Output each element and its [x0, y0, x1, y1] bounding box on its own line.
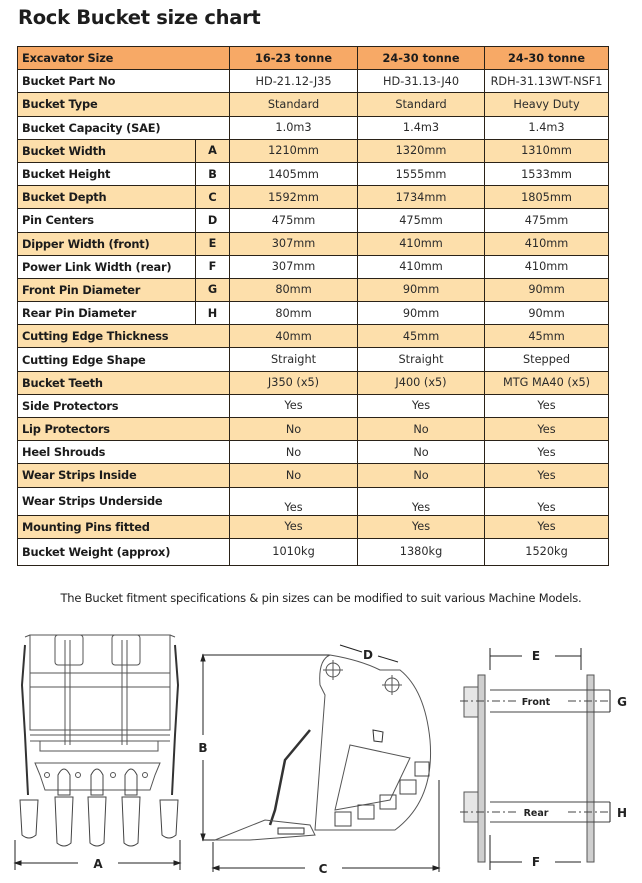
- dimension-letter: E: [196, 232, 230, 255]
- dimension-g-label: G: [617, 695, 627, 709]
- table-row: [18, 515, 609, 538]
- table-row: [18, 325, 609, 348]
- cell: 90mm: [358, 278, 485, 301]
- row-label: Side Protectors: [18, 394, 230, 417]
- front-pin-label: Front: [521, 697, 551, 708]
- cell: Yes: [358, 487, 485, 515]
- dimension-h-label: H: [616, 806, 628, 820]
- row-label: Bucket Part No: [18, 70, 230, 93]
- cell: 410mm: [485, 232, 609, 255]
- cell: 1.0m3: [230, 116, 358, 139]
- cell: 410mm: [358, 255, 485, 278]
- table-row: [18, 538, 609, 565]
- cell: Yes: [230, 487, 358, 515]
- table-row: [18, 93, 609, 116]
- row-label: Rear Pin Diameter: [18, 302, 196, 325]
- cell: Yes: [485, 394, 609, 417]
- cell: No: [230, 418, 358, 441]
- cell: No: [358, 464, 485, 487]
- header-col-1: 16-23 tonne: [230, 47, 358, 70]
- table-row: [18, 418, 609, 441]
- dimension-b-label: B: [198, 741, 208, 755]
- cell: 475mm: [358, 209, 485, 232]
- dimension-f-label: F: [531, 855, 541, 869]
- cell: 1734mm: [358, 186, 485, 209]
- cell: Standard: [230, 93, 358, 116]
- cell: No: [230, 464, 358, 487]
- table-row: [18, 255, 609, 278]
- row-label: Wear Strips Underside: [18, 487, 230, 515]
- row-label: Bucket Height: [18, 162, 196, 185]
- row-label: Bucket Capacity (SAE): [18, 116, 230, 139]
- table-row: [18, 487, 609, 515]
- row-label: Power Link Width (rear): [18, 255, 196, 278]
- cell: 1210mm: [230, 139, 358, 162]
- row-label: Heel Shrouds: [18, 441, 230, 464]
- cell: 410mm: [358, 232, 485, 255]
- header-col-3: 24-30 tonne: [485, 47, 609, 70]
- cell: Yes: [230, 515, 358, 538]
- cell: 1405mm: [230, 162, 358, 185]
- table-row: [18, 278, 609, 301]
- cell: 1520kg: [485, 538, 609, 565]
- table-row: [18, 464, 609, 487]
- table-row: [18, 394, 609, 417]
- row-label: Wear Strips Inside: [18, 464, 230, 487]
- rear-pin-label: Rear: [523, 808, 549, 819]
- row-label: Bucket Width: [18, 139, 196, 162]
- cell: MTG MA40 (x5): [485, 371, 609, 394]
- table-row: [18, 441, 609, 464]
- cell: Standard: [358, 93, 485, 116]
- cell: 475mm: [230, 209, 358, 232]
- row-label: Bucket Depth: [18, 186, 196, 209]
- table-row: [18, 139, 609, 162]
- bucket-side-view-diagram: [190, 630, 442, 883]
- cell: Yes: [230, 394, 358, 417]
- row-label: Cutting Edge Shape: [18, 348, 230, 371]
- row-label: Front Pin Diameter: [18, 278, 196, 301]
- cell: 1.4m3: [485, 116, 609, 139]
- table-row: [18, 162, 609, 185]
- dimension-c-label: C: [318, 862, 328, 876]
- cell: 80mm: [230, 278, 358, 301]
- cell: 45mm: [485, 325, 609, 348]
- table-row: [18, 209, 609, 232]
- cell: 1320mm: [358, 139, 485, 162]
- cell: 90mm: [485, 302, 609, 325]
- cell: 40mm: [230, 325, 358, 348]
- dimension-letter: C: [196, 186, 230, 209]
- dimension-letter: D: [196, 209, 230, 232]
- cell: No: [358, 418, 485, 441]
- table-row: [18, 302, 609, 325]
- cell: Yes: [358, 394, 485, 417]
- cell: Yes: [485, 418, 609, 441]
- cell: 45mm: [358, 325, 485, 348]
- table-row: [18, 348, 609, 371]
- pin-dimensions-diagram: [450, 640, 642, 883]
- dimension-letter: F: [196, 255, 230, 278]
- cell: Yes: [485, 464, 609, 487]
- table-row: [18, 116, 609, 139]
- header-label: Excavator Size: [18, 47, 230, 70]
- page-title: Rock Bucket size chart: [18, 6, 261, 29]
- cell: 475mm: [485, 209, 609, 232]
- cell: 1805mm: [485, 186, 609, 209]
- dimension-d-label: D: [363, 648, 373, 662]
- cell: Yes: [358, 515, 485, 538]
- cell: 1555mm: [358, 162, 485, 185]
- dimension-letter: A: [196, 139, 230, 162]
- cell: Straight: [230, 348, 358, 371]
- cell: 90mm: [485, 278, 609, 301]
- cell: 410mm: [485, 255, 609, 278]
- dimension-e-label: E: [531, 649, 541, 663]
- cell: 1.4m3: [358, 116, 485, 139]
- cell: HD-21.12-J35: [230, 70, 358, 93]
- cell: 307mm: [230, 232, 358, 255]
- cell: 1010kg: [230, 538, 358, 565]
- cell: HD-31.13-J40: [358, 70, 485, 93]
- cell: 80mm: [230, 302, 358, 325]
- table-row: [18, 70, 609, 93]
- cell: 1533mm: [485, 162, 609, 185]
- row-label: Lip Protectors: [18, 418, 230, 441]
- cell: Yes: [485, 515, 609, 538]
- cell: J400 (x5): [358, 371, 485, 394]
- cell: RDH-31.13WT-NSF1: [485, 70, 609, 93]
- row-label: Mounting Pins fitted: [18, 515, 230, 538]
- header-col-2: 24-30 tonne: [358, 47, 485, 70]
- cell: 307mm: [230, 255, 358, 278]
- table-row: [18, 371, 609, 394]
- table-row: [18, 186, 609, 209]
- cell: Yes: [485, 487, 609, 515]
- cell: No: [230, 441, 358, 464]
- row-label: Bucket Teeth: [18, 371, 230, 394]
- row-label: Cutting Edge Thickness: [18, 325, 230, 348]
- row-label: Dipper Width (front): [18, 232, 196, 255]
- row-label: Bucket Weight (approx): [18, 538, 230, 565]
- fitment-note: The Bucket fitment specifications & pin sizes can be modified to suit various Machine Models.: [60, 591, 582, 605]
- dimension-a-label: A: [93, 857, 103, 871]
- row-label: Bucket Type: [18, 93, 230, 116]
- cell: Heavy Duty: [485, 93, 609, 116]
- cell: J350 (x5): [230, 371, 358, 394]
- table-row: [18, 232, 609, 255]
- table-header-row: [18, 47, 609, 70]
- cell: No: [358, 441, 485, 464]
- cell: 1310mm: [485, 139, 609, 162]
- dimension-letter: B: [196, 162, 230, 185]
- cell: Stepped: [485, 348, 609, 371]
- cell: 1380kg: [358, 538, 485, 565]
- bucket-front-view-diagram: [0, 615, 200, 883]
- row-label: Pin Centers: [18, 209, 196, 232]
- cell: 1592mm: [230, 186, 358, 209]
- cell: 90mm: [358, 302, 485, 325]
- spec-table: [17, 46, 609, 566]
- cell: Yes: [485, 441, 609, 464]
- dimension-letter: G: [196, 278, 230, 301]
- cell: Straight: [358, 348, 485, 371]
- dimension-letter: H: [196, 302, 230, 325]
